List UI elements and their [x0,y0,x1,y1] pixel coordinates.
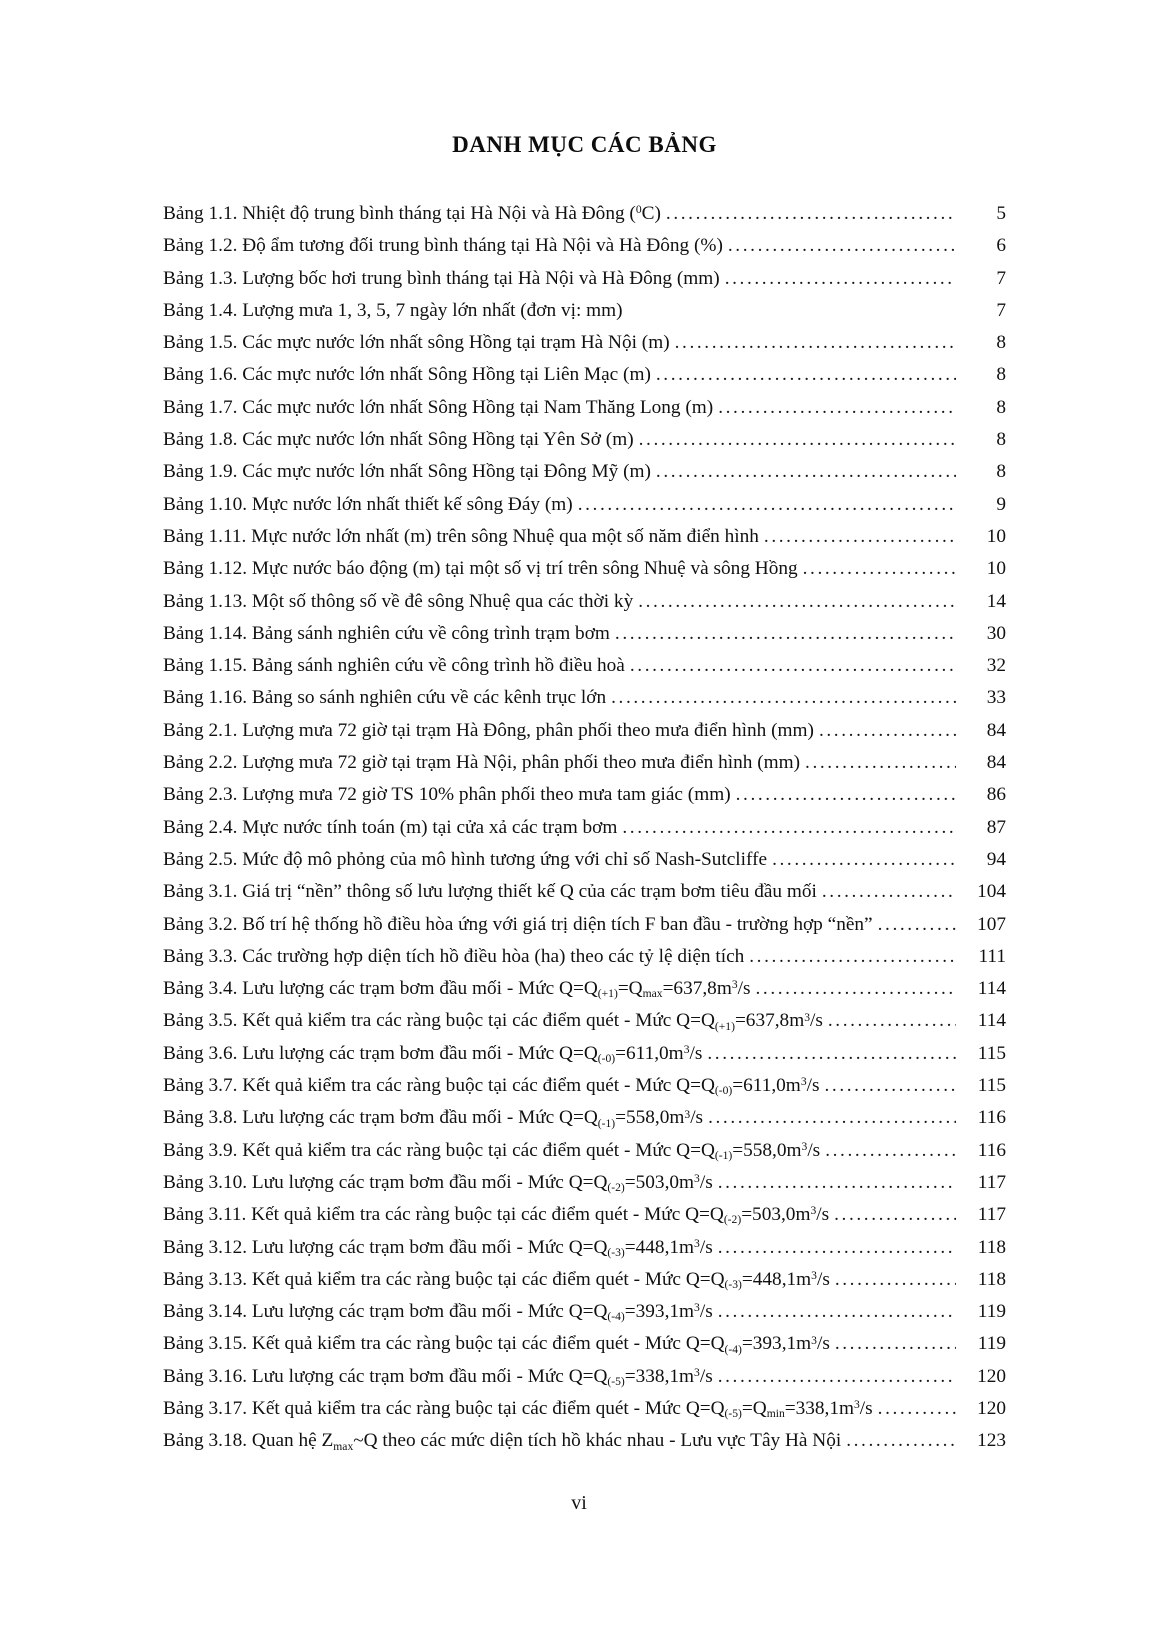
toc-entry [163,1361,1006,1393]
toc-leader-dots [846,1425,956,1457]
toc-entry-label: Bảng 2.3. Lượng mưa 72 giờ TS 10% phân phối theo mưa tam giác (mm) [163,784,731,806]
toc-entry-label: Bảng 1.8. Các mực nước lớn nhất Sông Hồng tại Yên Sở (m) [163,429,634,451]
toc-leader-dots [749,941,956,973]
toc-list [163,198,1006,1458]
toc-page-number: 117 [977,1204,1006,1226]
toc-entry [163,359,1006,391]
toc-entry [163,650,1006,682]
toc-entry-label: Bảng 3.12. Lưu lượng các trạm bơm đầu mối - Mức $Q=Q_{(-3)}=448,1m^3/s$ [163,1236,713,1259]
toc-page-number: 7 [996,299,1006,321]
toc-leader-dots [630,650,956,682]
toc-page-number: 8 [996,429,1006,451]
toc-entry [163,844,1006,876]
toc-entry [163,489,1006,521]
toc-entry [163,812,1006,844]
toc-leader-dots [638,586,956,618]
toc-leader-dots [822,876,956,908]
toc-page-number: 10 [986,558,1006,580]
toc-leader-dots [805,747,956,779]
toc-entry-label: Bảng 3.7. Kết quả kiểm tra các ràng buộc tại các điểm quét - Mức $Q=Q_{(-0)}=611,0m^3/s$ [163,1075,820,1098]
toc-page-number: 33 [986,687,1006,709]
toc-page-number: 114 [977,978,1006,1000]
toc-entry-label: Bảng 3.3. Các trường hợp diện tích hồ điều hòa (ha) theo các tỷ lệ diện tích [163,945,745,967]
toc-entry-label: Bảng 3.5. Kết quả kiểm tra các ràng buộc tại các điểm quét - Mức $Q=Q_{(+1)}=637,8m^3/s$ [163,1010,823,1033]
toc-leader-dots [772,844,956,876]
toc-leader-dots [803,553,956,585]
toc-entry-label: Bảng 1.13. Một số thông số về đê sông Nhuệ qua các thời kỳ [163,590,634,612]
toc-entry [163,263,1006,295]
toc-page-number: 6 [996,235,1006,257]
toc-leader-dots [707,1038,956,1070]
toc-entry [163,941,1006,973]
toc-leader-dots [578,489,956,521]
toc-page-number: 116 [977,1107,1006,1129]
toc-entry [163,1005,1006,1037]
toc-page-number: 118 [977,1268,1006,1290]
toc-entry [163,1264,1006,1296]
toc-entry-label: Bảng 3.10. Lưu lượng các trạm bơm đầu mối - Mức $Q=Q_{(-2)}=503,0m^3/s$ [163,1171,713,1195]
toc-entry-label: Bảng 3.4. Lưu lượng các trạm bơm đầu mối - Mức $Q=Q_{(+1)}=Q_{max}=637,8m^3/s$ [163,978,751,1001]
toc-leader-dots [718,392,956,424]
toc-entry-label: Bảng 2.5. Mức độ mô phỏng của mô hình tương ứng với chỉ số Nash-Sutcliffe [163,848,768,870]
toc-entry-label: Bảng 1.10. Mực nước lớn nhất thiết kế sông Đáy (m) [163,493,573,515]
toc-leader-dots [824,1070,956,1102]
toc-entry-label: Bảng 1.4. Lượng mưa 1, 3, 5, 7 ngày lớn nhất (đơn vị: mm) [163,299,623,321]
toc-entry [163,456,1006,488]
toc-entry [163,327,1006,359]
toc-page-number: 104 [977,881,1006,903]
toc-leader-dots [834,1199,956,1231]
toc-page-number: 107 [977,913,1006,935]
toc-entry-label: Bảng 1.7. Các mực nước lớn nhất Sông Hồng tại Nam Thăng Long (m) [163,396,714,418]
toc-entry-label: Bảng 3.1. Giá trị “nền” thông số lưu lượng thiết kế Q của các trạm bơm tiêu đầu mối [163,881,817,903]
toc-entry [163,295,1006,327]
toc-page-number: 118 [977,1236,1006,1258]
toc-entry [163,1135,1006,1167]
toc-leader-dots [736,779,956,811]
toc-entry-label: Bảng 1.3. Lượng bốc hơi trung bình tháng tại Hà Nội và Hà Đông (mm) [163,267,720,289]
toc-page-number: 8 [996,396,1006,418]
toc-page-number: 94 [986,848,1006,870]
toc-entry [163,876,1006,908]
toc-entry [163,424,1006,456]
toc-entry-label: Bảng 1.6. Các mực nước lớn nhất Sông Hồng tại Liên Mạc (m) [163,364,651,386]
toc-leader-dots [878,1393,956,1425]
toc-page-number: 120 [977,1397,1006,1419]
toc-entry [163,1070,1006,1102]
toc-entry [163,553,1006,585]
toc-entry-label: Bảng 1.11. Mực nước lớn nhất (m) trên sông Nhuệ qua một số năm điển hình [163,525,759,547]
toc-leader-dots [718,1167,956,1199]
toc-page-number: 115 [977,1042,1006,1064]
toc-leader-dots [728,230,956,262]
toc-page-number: 8 [996,332,1006,354]
toc-entry [163,392,1006,424]
toc-entry-label: Bảng 3.13. Kết quả kiểm tra các ràng buộc tại các điểm quét - Mức $Q=Q_{(-3)}=448,1m^3/s$ [163,1268,830,1292]
toc-entry-label: Bảng 2.1. Lượng mưa 72 giờ tại trạm Hà Đông, phân phối theo mưa điển hình (mm) [163,719,814,741]
toc-leader-dots [835,1264,956,1296]
toc-leader-dots [819,715,956,747]
toc-entry-label: Bảng 3.14. Lưu lượng các trạm bơm đầu mối - Mức $Q=Q_{(-4)}=393,1m^3/s$ [163,1301,713,1324]
toc-page-number: 87 [986,816,1006,838]
toc-entry-label: Bảng 1.5. Các mực nước lớn nhất sông Hồng tại trạm Hà Nội (m) [163,332,670,354]
toc-leader-dots [666,198,956,230]
toc-entry-label: Bảng 3.15. Kết quả kiểm tra các ràng buộc tại các điểm quét - Mức $Q=Q_{(-4)}=393,1m^3/s$ [163,1333,830,1356]
toc-entry [163,779,1006,811]
toc-page-number: 7 [996,267,1006,289]
toc-entry [163,1038,1006,1070]
toc-entry [163,1232,1006,1264]
toc-leader-dots [828,1005,956,1037]
toc-leader-dots [656,456,956,488]
toc-leader-dots [615,618,956,650]
toc-entry-label: Bảng 3.17. Kết quả kiểm tra các ràng buộc tại các điểm quét - Mức $Q=Q_{(-5)}=Q_{min}=338,1m^3/s$ [163,1397,873,1421]
toc-entry [163,715,1006,747]
toc-entry [163,1425,1006,1457]
toc-page-number: 119 [977,1333,1006,1355]
toc-entry-label: Bảng 1.9. Các mực nước lớn nhất Sông Hồng tại Đông Mỹ (m) [163,461,651,483]
toc-page-number: 9 [996,493,1006,515]
toc-leader-dots [835,1328,956,1360]
toc-leader-dots [718,1296,956,1328]
toc-entry-label: Bảng 3.18. Quan hệ $Z_{max}\sim Q$ theo các mức diện tích hồ khác nhau - Lưu vực Tây Hà Nội [163,1430,842,1453]
toc-leader-dots [756,973,957,1005]
toc-page-number: 116 [977,1139,1006,1161]
toc-entry-label: Bảng 3.6. Lưu lượng các trạm bơm đầu mối - Mức $Q=Q_{(-0)}=611,0m^3/s$ [163,1042,703,1065]
toc-page-number: 123 [977,1430,1006,1452]
toc-leader-dots [825,1135,956,1167]
toc-leader-dots [878,909,956,941]
toc-entry-label: Bảng 3.9. Kết quả kiểm tra các ràng buộc tại các điểm quét - Mức $Q=Q_{(-1)}=558,0m^3/s$ [163,1139,821,1162]
toc-entry-label: Bảng 2.4. Mực nước tính toán (m) tại cửa xả các trạm bơm [163,816,618,838]
toc-entry [163,586,1006,618]
toc-entry [163,521,1006,553]
toc-page-number: 115 [977,1075,1006,1097]
toc-page-number: 84 [986,752,1006,774]
toc-entry [163,1393,1006,1425]
toc-leader-dots [725,263,956,295]
toc-leader-dots [611,682,956,714]
toc-page-number: 32 [986,655,1006,677]
toc-entry [163,198,1006,230]
toc-page-number: 30 [986,622,1006,644]
toc-entry [163,973,1006,1005]
toc-entry-label: Bảng 1.1. Nhiệt độ trung bình tháng tại Hà Nội và Hà Đông ($^0$C) [163,203,661,224]
toc-leader-dots [639,424,956,456]
toc-entry [163,618,1006,650]
toc-entry [163,230,1006,262]
toc-entry-label: Bảng 3.11. Kết quả kiểm tra các ràng buộc tại các điểm quét - Mức $Q=Q_{(-2)}=503,0m^3/s$ [163,1204,830,1227]
toc-page-number: 84 [986,719,1006,741]
toc-page-number: 86 [986,784,1006,806]
toc-entry-label: Bảng 3.16. Lưu lượng các trạm bơm đầu mối - Mức $Q=Q_{(-5)}=338,1m^3/s$ [163,1365,713,1388]
toc-entry [163,1167,1006,1199]
toc-entry-label: Bảng 1.16. Bảng so sánh nghiên cứu về các kênh trục lớn [163,687,607,709]
page-title: DANH MỤC CÁC BẢNG [452,132,717,157]
toc-entry-label: Bảng 1.12. Mực nước báo động (m) tại một số vị trí trên sông Nhuệ và sông Hồng [163,558,798,580]
toc-leader-dots [718,1232,956,1264]
toc-entry [163,1199,1006,1231]
toc-leader-dots [764,521,956,553]
toc-entry [163,682,1006,714]
toc-page-number: 5 [996,203,1006,224]
toc-entry-label: Bảng 3.2. Bố trí hệ thống hồ điều hòa ứng với giá trị diện tích F ban đầu - trường hợp “nền” [163,913,873,935]
toc-entry-label: Bảng 1.2. Độ ẩm tương đối trung bình tháng tại Hà Nội và Hà Đông (%) [163,235,723,257]
toc-entry [163,1328,1006,1360]
toc-entry-label: Bảng 1.14. Bảng sánh nghiên cứu về công trình trạm bơm [163,622,610,644]
toc-leader-dots [656,359,956,391]
toc-page-number: 111 [978,945,1006,967]
toc-entry-label: Bảng 1.15. Bảng sánh nghiên cứu về công trình hồ điều hoà [163,655,625,677]
toc-page-number: 117 [977,1171,1006,1193]
toc-entry [163,1296,1006,1328]
toc-page-number: 8 [996,364,1006,386]
toc-entry [163,909,1006,941]
toc-leader-dots [708,1102,956,1134]
toc-leader-dots [718,1361,956,1393]
toc-page-number: 10 [986,525,1006,547]
toc-page-number: 8 [996,461,1006,483]
toc-entry-label: Bảng 3.8. Lưu lượng các trạm bơm đầu mối - Mức $Q=Q_{(-1)}=558,0m^3/s$ [163,1107,704,1130]
toc-leader-dots [675,327,956,359]
toc-entry-label: Bảng 2.2. Lượng mưa 72 giờ tại trạm Hà Nội, phân phối theo mưa điển hình (mm) [163,752,801,774]
toc-page-number: 119 [977,1301,1006,1323]
toc-page-number: 14 [986,590,1006,612]
page-number-footer: vi [571,1492,587,1514]
toc-page-number: 120 [977,1365,1006,1387]
toc-page-number: 114 [977,1010,1006,1032]
toc-entry [163,1102,1006,1134]
toc-entry [163,747,1006,779]
toc-leader-dots [622,812,956,844]
